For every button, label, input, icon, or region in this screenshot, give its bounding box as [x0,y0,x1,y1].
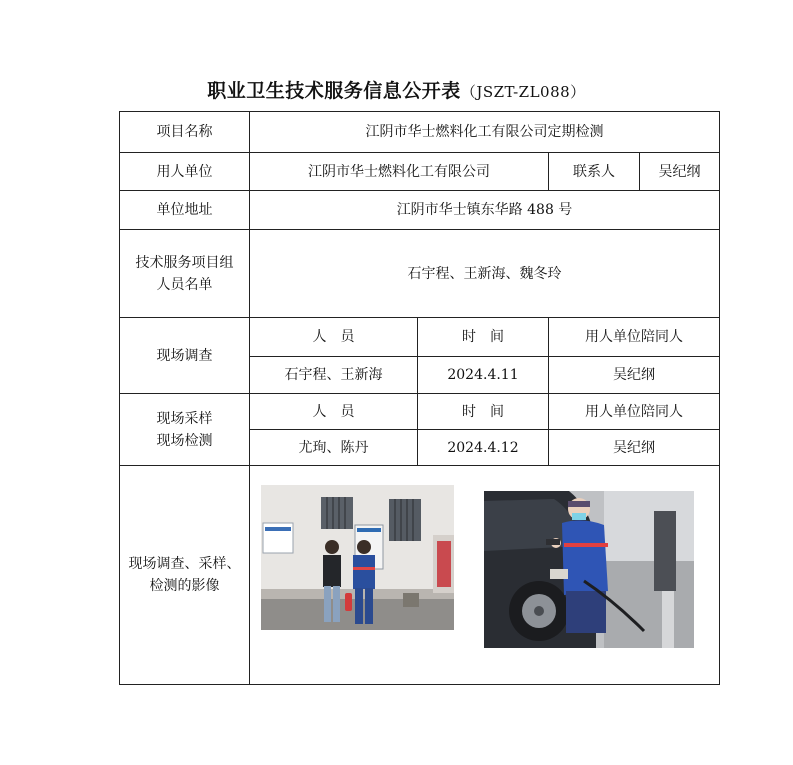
sampling-escort: 吴纪纲 [549,430,720,466]
site-photo-sampling [484,491,694,648]
contact-value: 吴纪纲 [640,153,720,191]
survey-col-people: 人 员 [250,318,418,357]
page-title [0,76,793,103]
site-photo-survey-image [261,485,454,630]
images-label-line2: 检测的影像 [149,578,220,594]
employer-value: 江阴市华士燃料化工有限公司 [250,153,549,191]
team-label [120,230,250,318]
address-value: 江阴市华士镇东华路 488 号 [250,191,720,230]
contact-label: 联系人 [549,153,640,191]
info-table [119,111,720,685]
survey-col-time: 时 间 [418,318,549,357]
images-label-line1: 现场调查、采样、 [128,556,241,572]
sampling-people: 尤珣、陈丹 [250,430,418,466]
title-main: 职业卫生技术服务信息公开表 [207,80,461,102]
project-label: 项目名称 [120,112,250,153]
row-address [120,191,720,230]
row-survey-header [120,318,720,357]
survey-escort: 吴纪纲 [549,357,720,394]
sampling-label [120,394,250,466]
employer-label: 用人单位 [120,153,250,191]
survey-col-escort: 用人单位陪同人 [549,318,720,357]
team-value: 石宇程、王新海、魏冬玲 [250,230,720,318]
survey-label: 现场调查 [120,318,250,394]
row-employer [120,153,720,191]
row-project [120,112,720,153]
sampling-label-line1: 现场采样 [156,410,213,427]
survey-time: 2024.4.11 [418,357,549,394]
title-code: （JSZT-ZL088） [460,83,586,101]
row-sampling-header [120,394,720,430]
survey-people: 石宇程、王新海 [250,357,418,394]
sampling-col-escort: 用人单位陪同人 [549,394,720,430]
project-value: 江阴市华士燃料化工有限公司定期检测 [250,112,720,153]
row-team [120,230,720,318]
images-cell [250,466,720,685]
sampling-time: 2024.4.12 [418,430,549,466]
team-label-line1: 技术服务项目组 [135,254,234,271]
sampling-col-people: 人 员 [250,394,418,430]
site-photo-sampling-image [484,491,694,648]
sampling-label-line2: 现场检测 [156,432,213,449]
address-label: 单位地址 [120,191,250,230]
row-images [120,466,720,685]
sampling-col-time: 时 间 [418,394,549,430]
team-label-line2: 人员名单 [156,276,213,293]
images-label [120,466,250,685]
site-photo-survey [261,485,454,630]
